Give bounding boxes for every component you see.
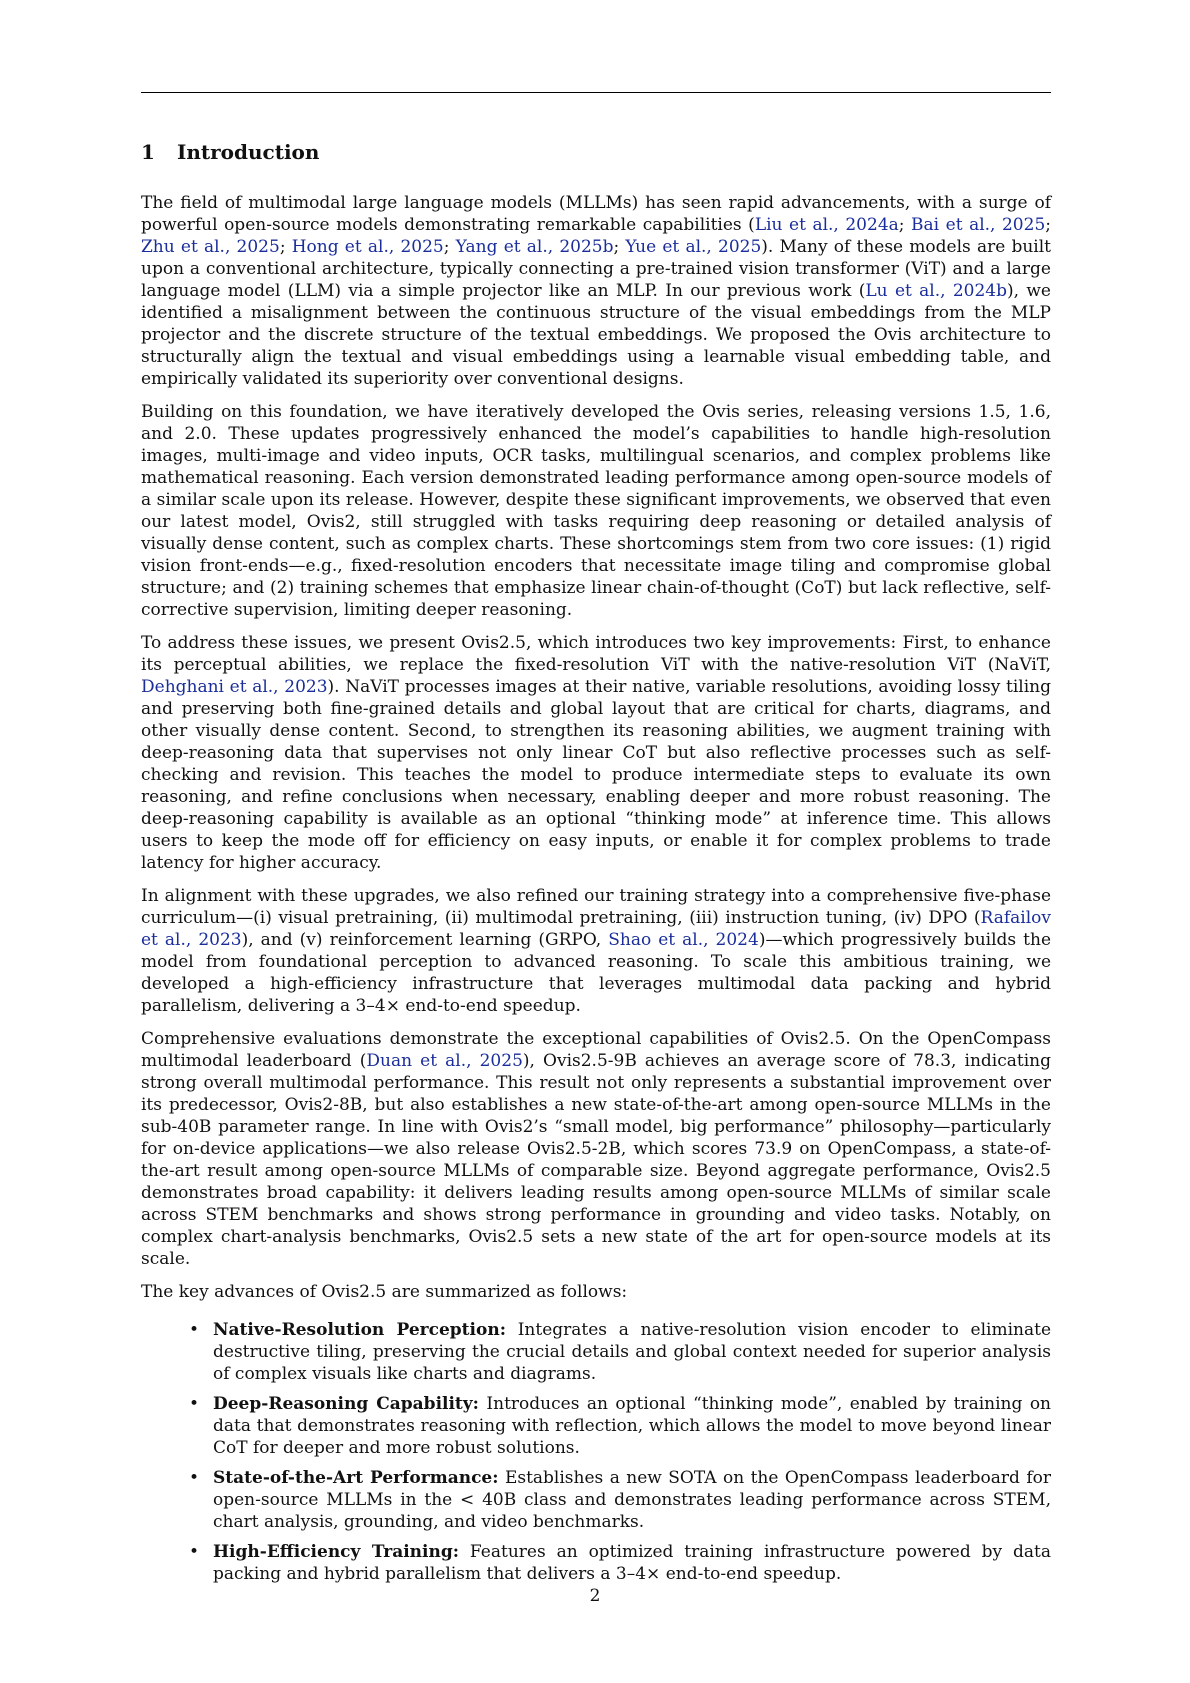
bullet-icon: • bbox=[189, 1542, 200, 1562]
paragraph-text: ), we identified a misalignment between the continuous structure of the visual embeddings from the MLP projector and the discrete structure of the textual embeddings. We proposed the Ovis architecture to structurally align the textual and visual embeddings using a learnable visual embedding table, and empirically validated its superiority over conventional designs. bbox=[141, 281, 1051, 389]
citation-link[interactable]: Hong et al., 2025 bbox=[291, 237, 444, 257]
bullet-icon: • bbox=[189, 1320, 200, 1340]
key-advances-list bbox=[141, 1319, 1051, 1585]
list-item-text: Integrates a native-resolution vision encoder to eliminate destructive tiling, preserving the crucial details and global context needed for superior analysis of complex visuals like charts and diagrams. bbox=[213, 1320, 1052, 1384]
paragraph-text: ). Many of these models are built upon a conventional architecture, typically connecting a pre-trained vision transformer (ViT) and a large language model (LLM) via a simple projector like an MLP. In our previous work ( bbox=[141, 237, 1051, 301]
paragraph-text: In alignment with these upgrades, we also refined our training strategy into a comprehensive five-phase curriculum—(i) visual pretraining, (ii) multimodal pretraining, (iii) instruction tuning, (iv) DPO ( bbox=[141, 886, 1051, 928]
paragraph-text: ). NaViT processes images at their native, variable resolutions, avoiding lossy tiling and preserving both fine-grained details and global layout that are critical for charts, diagrams, and other visually dense content. Second, to strengthen its reasoning abilities, we augment training with deep-reasoning data that supervises not only linear CoT but also reflective processes such as self-checking and revision. This teaches the model to produce intermediate steps to evaluate its own reasoning, and refine conclusions when necessary, enabling deeper and more robust reasoning. The deep-reasoning capability is available as an optional “thinking mode” at inference time. This allows users to keep the mode off for efficiency on easy inputs, or enable it for complex problems to trade latency for higher accuracy. bbox=[141, 677, 1051, 873]
header-rule bbox=[141, 92, 1051, 93]
paragraph-text: ; bbox=[1045, 215, 1051, 235]
paragraph-text: ; bbox=[898, 215, 912, 235]
citation-link[interactable]: Duan et al., 2025 bbox=[366, 1051, 523, 1071]
paragraph-text: ; bbox=[613, 237, 626, 257]
citation-link[interactable]: Lu et al., 2024b bbox=[865, 281, 1008, 301]
list-item-title: State-of-the-Art Performance: bbox=[213, 1468, 499, 1488]
section-heading bbox=[141, 140, 1051, 164]
citation-link[interactable]: Yang et al., 2025b bbox=[455, 237, 614, 257]
section-title: Introduction bbox=[177, 140, 320, 164]
list-item-title: Native-Resolution Perception: bbox=[213, 1320, 506, 1340]
paragraphs bbox=[141, 192, 1051, 1303]
list-item bbox=[189, 1541, 1051, 1585]
paragraph-text: ), and (v) reinforcement learning (GRPO, bbox=[241, 930, 609, 950]
bullet-icon: • bbox=[189, 1468, 200, 1488]
bullet-icon: • bbox=[189, 1394, 200, 1414]
paragraph-text: ; bbox=[279, 237, 292, 257]
paragraph-text: Building on this foundation, we have iteratively developed the Ovis series, releasing versions 1.5, 1.6, and 2.0. These updates progressively enhanced the model’s capabilities to handle high-resolution images, multi-image and video inputs, OCR tasks, multilingual scenarios, and complex problems like mathematical reasoning. Each version demonstrated leading performance among open-source models of a similar scale upon its release. However, despite these significant improvements, we observed that even our latest model, Ovis2, still struggled with tasks requiring deep reasoning or detailed analysis of visually dense content, such as complex charts. These shortcomings stem from two core issues: (1) rigid vision front-ends—e.g., fixed-resolution encoders that necessitate image tiling and compromise global structure; and (2) training schemes that emphasize linear chain-of-thought (CoT) but lack reflective, self-corrective supervision, limiting deeper reasoning. bbox=[141, 402, 1051, 620]
citation-link[interactable]: Shao et al., 2024 bbox=[608, 930, 759, 950]
list-item bbox=[189, 1393, 1052, 1459]
paragraph bbox=[141, 1281, 1051, 1303]
list-item-title: High-Efficiency Training: bbox=[213, 1542, 460, 1562]
paragraph bbox=[141, 1028, 1051, 1270]
paragraph bbox=[141, 192, 1051, 390]
paragraph-text: Comprehensive evaluations demonstrate the exceptional capabilities of Ovis2.5. On the OpenCompass multimodal leaderboard ( bbox=[141, 1029, 1051, 1071]
paragraph-text: The field of multimodal large language models (MLLMs) has seen rapid advancements, with a surge of powerful open-source models demonstrating remarkable capabilities ( bbox=[141, 193, 1051, 235]
paragraph bbox=[141, 885, 1051, 1017]
citation-link[interactable]: Bai et al., 2025 bbox=[911, 215, 1046, 235]
citation-link[interactable]: Liu et al., 2024a bbox=[754, 215, 899, 235]
citation-link[interactable]: Dehghani et al., 2023 bbox=[141, 677, 328, 697]
section-number: 1 bbox=[141, 140, 155, 164]
list-item bbox=[189, 1467, 1051, 1533]
list-item-text: Features an optimized training infrastructure powered by data packing and hybrid parallelism that delivers a 3–4× end-to-end speedup. bbox=[213, 1542, 1051, 1584]
paragraph-text: ; bbox=[443, 237, 456, 257]
list-item-text: Establishes a new SOTA on the OpenCompass leaderboard for open-source MLLMs in the < 40B class and demonstrates leading performance across STEM, chart analysis, grounding, and video benchmarks. bbox=[213, 1468, 1051, 1532]
citation-link[interactable]: Zhu et al., 2025 bbox=[141, 237, 280, 257]
paragraph bbox=[141, 632, 1051, 874]
paragraph-text: ), Ovis2.5-9B achieves an average score of 78.3, indicating strong overall multimodal performance. This result not only represents a substantial improvement over its predecessor, Ovis2-8B, but also establishes a new state-of-the-art among open-source MLLMs in the sub-40B parameter range. In line with Ovis2’s “small model, big performance” philosophy—particularly for on-device applications—we also release Ovis2.5-2B, which scores 73.9 on OpenCompass, a state-of-the-art result among open-source MLLMs of comparable size. Beyond aggregate performance, Ovis2.5 demonstrates broad capability: it delivers leading results among open-source MLLMs of similar scale across STEM benchmarks and shows strong performance in grounding and video tasks. Notably, on complex chart-analysis benchmarks, Ovis2.5 sets a new state of the art for open-source models at its scale. bbox=[141, 1051, 1051, 1269]
page-number: 2 bbox=[589, 1586, 601, 1606]
paragraph-text: To address these issues, we present Ovis2.5, which introduces two key improvements: First, to enhance its perceptual abilities, we replace the fixed-resolution ViT with the native-resolution ViT (NaViT, bbox=[141, 633, 1051, 675]
list-item bbox=[189, 1319, 1052, 1385]
list-item-title: Deep-Reasoning Capability: bbox=[213, 1394, 479, 1414]
citation-link[interactable]: Yue et al., 2025 bbox=[625, 237, 762, 257]
list-item-text: Introduces an optional “thinking mode”, enabled by training on data that demonstrates reasoning with reflection, which allows the model to move beyond linear CoT for deeper and more robust solutions. bbox=[213, 1394, 1052, 1458]
citation-link[interactable]: Rafailov et al., 2023 bbox=[141, 908, 1051, 950]
paragraph bbox=[141, 401, 1051, 621]
paragraph-text: The key advances of Ovis2.5 are summarized as follows: bbox=[141, 1282, 628, 1302]
paragraph-text: )—which progressively builds the model from foundational perception to advanced reasoning. To scale this ambitious training, we developed a high-efficiency infrastructure that leverages multimodal data packing and hybrid parallelism, delivering a 3–4× end-to-end speedup. bbox=[141, 930, 1052, 1016]
page-body bbox=[141, 140, 1051, 1593]
